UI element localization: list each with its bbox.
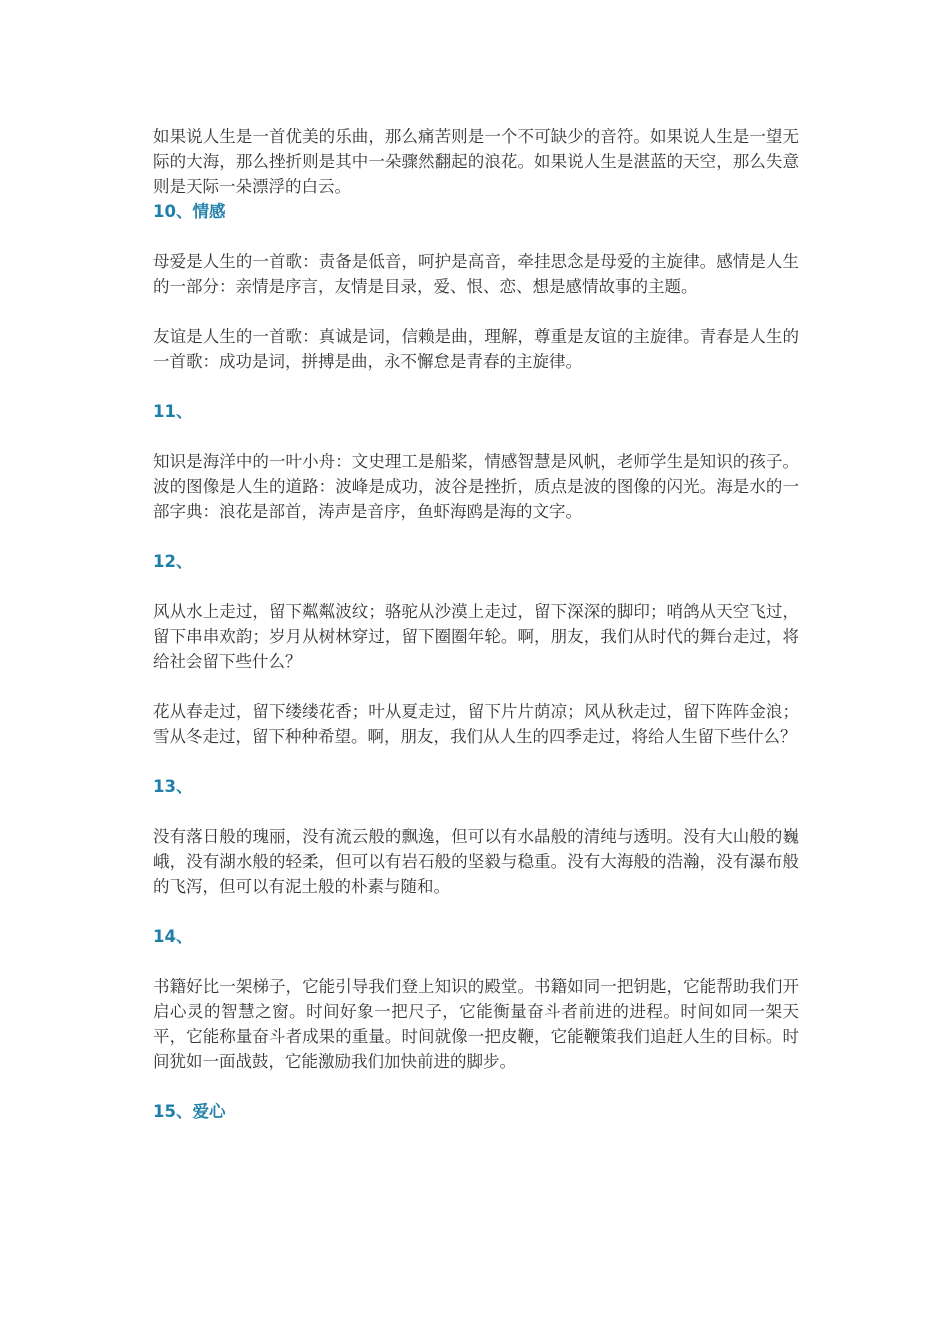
paragraph: 友谊是人生的一首歌：真诚是词，信赖是曲，理解，尊重是友谊的主旋律。青春是人生的一首歌：成功是词，拼搏是曲，永不懈怠是青春的主旋律。 (153, 327, 799, 371)
section-heading: 10、情感 (153, 202, 226, 221)
paragraph: 没有落日般的瑰丽，没有流云般的飘逸，但可以有水晶般的清纯与透明。没有大山般的巍峨，没有湖水般的轻柔，但可以有岩石般的坚毅与稳重。没有大海般的浩瀚，没有瀑布般的飞泻，但可以有泥土般的朴素与随和。 (153, 827, 799, 896)
section-heading: 15、爱心 (153, 1102, 226, 1121)
section-heading: 12、 (153, 552, 193, 571)
paragraph: 母爱是人生的一首歌：责备是低音，呵护是高音，牵挂思念是母爱的主旋律。感情是人生的一部分：亲情是序言，友情是目录，爱、恨、恋、想是感情故事的主题。 (153, 252, 799, 296)
section-heading: 14、 (153, 927, 193, 946)
paragraph: 风从水上走过，留下粼粼波纹；骆驼从沙漠上走过，留下深深的脚印；哨鸽从天空飞过，留下串串欢韵；岁月从树林穿过，留下圈圈年轮。啊，朋友，我们从时代的舞台走过，将给社会留下些什么？ (153, 602, 799, 671)
paragraph: 知识是海洋中的一叶小舟：文史理工是船桨，情感智慧是风帆，老师学生是知识的孩子。波的图像是人生的道路：波峰是成功，波谷是挫折，质点是波的图像的闪光。海是水的一部字典：浪花是部首，涛声是音序，鱼虾海鸥是海的文字。 (153, 452, 799, 521)
section-heading: 11、 (153, 402, 193, 421)
document-page (153, 124, 799, 1124)
paragraph: 书籍好比一架梯子，它能引导我们登上知识的殿堂。书籍如同一把钥匙，它能帮助我们开启心灵的智慧之窗。时间好象一把尺子，它能衡量奋斗者前进的进程。时间如同一架天平，它能称量奋斗者成果的重量。时间就像一把皮鞭，它能鞭策我们追赶人生的目标。时间犹如一面战鼓，它能激励我们加快前进的脚步。 (153, 977, 799, 1071)
paragraph: 如果说人生是一首优美的乐曲，那么痛苦则是一个不可缺少的音符。如果说人生是一望无际的大海，那么挫折则是其中一朵骤然翻起的浪花。如果说人生是湛蓝的天空，那么失意则是天际一朵漂浮的白云。 (153, 127, 799, 196)
paragraph: 花从春走过，留下缕缕花香；叶从夏走过，留下片片荫凉；风从秋走过，留下阵阵金浪；雪从冬走过，留下种种希望。啊，朋友，我们从人生的四季走过，将给人生留下些什么？ (153, 702, 799, 746)
section-heading: 13、 (153, 777, 193, 796)
